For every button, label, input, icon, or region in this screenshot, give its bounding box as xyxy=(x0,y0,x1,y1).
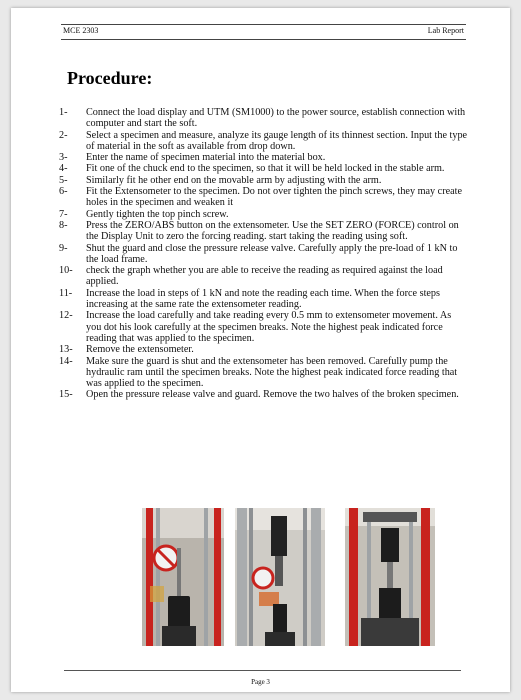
step-text: Open the pressure release valve and guard. Remove the two halves of the broken specimen. xyxy=(86,389,459,401)
step-text: Increase the load carefully and take reading every 0.5 mm to extensometer movement. As you dot his look carefully at the specimen breaks. Note the highest peak indicated force reading that was applied to the specimen. xyxy=(86,310,452,344)
section-heading: Procedure: xyxy=(67,68,153,88)
procedure-step xyxy=(59,356,469,390)
procedure-step xyxy=(59,152,469,163)
step-number: 1- xyxy=(59,107,68,118)
footer-divider xyxy=(64,670,461,671)
procedure-step xyxy=(59,209,469,220)
step-number: 10- xyxy=(59,265,73,277)
step-number: 14- xyxy=(59,355,73,367)
procedure-step xyxy=(59,175,469,186)
procedure-step xyxy=(59,220,469,243)
course-code: MCE 2303 xyxy=(63,26,99,35)
procedure-step xyxy=(59,389,469,400)
step-number: 8- xyxy=(59,219,68,231)
procedure-step xyxy=(59,243,469,266)
step-text: Connect the load display and UTM (SM1000) to the power source, establish connection with computer and start the soft. xyxy=(86,107,466,130)
step-text: Press the ZERO/ABS button on the extensometer. Use the SET ZERO (FORCE) control on the Display Unit to zero the forcing reading. start taking the reading using soft. xyxy=(86,219,459,243)
step-text: Gently tighten the top pinch screw. xyxy=(86,208,229,220)
document-page xyxy=(11,8,510,692)
utm-photo-3 xyxy=(345,508,435,646)
document-type: Lab Report xyxy=(427,26,464,35)
step-text: Similarly fit he other end on the movable arm by adjusting with the arm. xyxy=(86,174,382,186)
procedure-step xyxy=(59,265,469,288)
step-text: Fit the Extensometer to the specimen. Do not over tighten the pinch screws, they may create holes in the specimen and weaken it xyxy=(86,186,462,209)
step-number: 15- xyxy=(59,389,73,401)
step-number: 7- xyxy=(59,208,68,220)
step-number: 4- xyxy=(59,163,68,175)
step-number: 6- xyxy=(59,186,68,198)
step-text: Select a specimen and measure, analyze its gauge length of its thinnest section. Input the type of material in the soft as available from drop down. xyxy=(86,129,468,152)
procedure-step xyxy=(59,344,469,355)
step-number: 3- xyxy=(59,152,68,164)
step-text: Fit one of the chuck end to the specimen, so that it will be held locked in the stable arm. xyxy=(86,163,445,175)
step-number: 9- xyxy=(59,242,68,254)
step-text: Enter the name of specimen material into the material box. xyxy=(86,152,326,164)
utm-photo-2 xyxy=(235,508,325,646)
step-number: 5- xyxy=(59,174,68,186)
step-number: 12- xyxy=(59,310,73,322)
photo-row xyxy=(142,508,442,646)
procedure-step xyxy=(59,310,469,344)
step-number: 13- xyxy=(59,344,73,356)
procedure-step xyxy=(59,288,469,311)
step-number: 11- xyxy=(59,287,73,299)
page-number: Page 3 xyxy=(251,678,270,686)
step-text: Shut the guard and close the pressure release valve. Carefully apply the pre-load of 1 kN to the load frame. xyxy=(86,242,458,265)
step-number: 2- xyxy=(59,129,68,141)
step-text: Make sure the guard is shut and the extensometer has been removed. Carefully pump the hydraulic ram until the specimen breaks. Note the highest peak indicated force reading that was applied to the specimen. xyxy=(86,355,458,390)
page-header xyxy=(61,24,466,40)
procedure-list xyxy=(59,107,469,401)
procedure-step xyxy=(59,130,469,153)
procedure-step xyxy=(59,186,469,209)
utm-photo-1 xyxy=(142,508,224,646)
step-text: Increase the load in steps of 1 kN and note the reading each time. When the force steps increasing at the same rate the extensometer reading. xyxy=(86,287,440,311)
procedure-step xyxy=(59,163,469,174)
step-text: Remove the extensometer. xyxy=(86,344,194,356)
step-text: check the graph whether you are able to receive the reading as required against the load applied. xyxy=(86,265,443,288)
procedure-step xyxy=(59,107,469,130)
